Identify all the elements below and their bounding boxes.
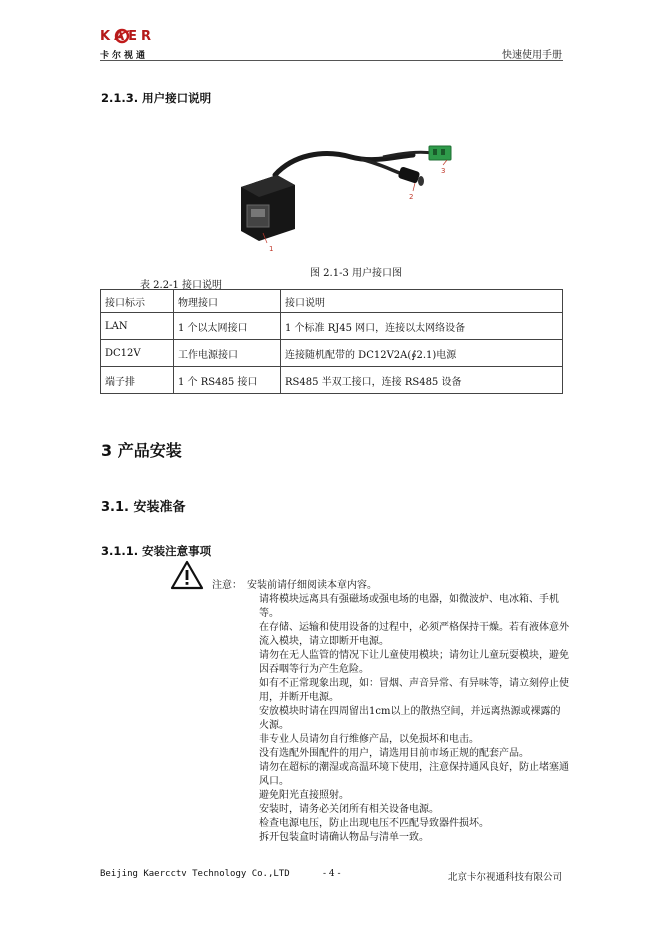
notice-item: 如有不正常现象出现，如：冒烟、声音异常、有异味等，请立刻停止使用，并断开电源。 — [259, 678, 569, 703]
notice-list — [247, 579, 569, 845]
notice-label: 注意： — [212, 580, 242, 591]
notice-item: 安装时，请务必关闭所有相关设备电源。 — [259, 804, 439, 815]
callout-2: 2 — [409, 193, 414, 201]
table-cell: RS485 半双工接口，连接 RS485 设备 — [281, 367, 563, 394]
table-cell: 端子排 — [101, 367, 174, 394]
table-cell: 工作电源接口 — [174, 340, 281, 367]
notice-item: 避免阳光直接照射。 — [259, 790, 349, 801]
warning-icon — [170, 560, 204, 590]
table-header-cell: 接口标示 — [101, 290, 174, 313]
footer-company-en: Beijing Kaercctv Technology Co.,LTD — [100, 869, 290, 879]
section-heading-3-1: 3.1. 安装准备 — [101, 500, 186, 515]
cable-illustration-icon — [233, 135, 463, 255]
table-cell: DC12V — [101, 340, 174, 367]
header-divider — [100, 60, 563, 61]
table-cell: 1 个以太网接口 — [174, 313, 281, 340]
figure-caption: 图 2.1-3 用户接口图 — [310, 268, 403, 279]
table-row — [101, 340, 563, 367]
logo-latin-text: KAER — [100, 29, 156, 44]
table-cell: 1 个标准 RJ45 网口，连接以太网络设备 — [281, 313, 563, 340]
notice-item: 拆开包装盒时请确认物品与清单一致。 — [259, 832, 429, 843]
notice-item: 非专业人员请勿自行维修产品，以免损坏和电击。 — [259, 734, 479, 745]
table-header-cell: 物理接口 — [174, 290, 281, 313]
callout-3: 3 — [441, 167, 446, 175]
document-title: 快速使用手册 — [502, 50, 562, 61]
user-interface-figure — [233, 135, 463, 255]
table-cell: 1 个 RS485 接口 — [174, 367, 281, 394]
table-caption: 表 2.2-1 接口说明 — [140, 280, 223, 291]
callout-1: 1 — [269, 245, 274, 253]
company-logo — [100, 28, 162, 62]
table-header-cell: 接口说明 — [281, 290, 563, 313]
notice-item: 检查电源电压，防止出现电压不匹配导致器件损坏。 — [259, 818, 489, 829]
interface-table — [100, 289, 563, 394]
notice-item: 请勿在无人监管的情况下让儿童使用模块；请勿让儿童玩耍模块，避免因吞咽等行为产生危险。 — [259, 650, 569, 675]
table-row — [101, 313, 563, 340]
table-cell: 连接随机配带的 DC12V2A(∮2.1)电源 — [281, 340, 563, 367]
logo-chinese-text: 卡尔视通 — [100, 51, 149, 61]
footer-company-cn: 北京卡尔视通科技有限公司 — [447, 872, 562, 883]
chapter-heading-3: 3 产品安装 — [101, 441, 182, 460]
notice-item: 没有选配外围配件的用户，请选用目前市场正规的配套产品。 — [259, 748, 529, 759]
table-row — [101, 367, 563, 394]
notice-item: 安装前请仔细阅读本章内容。 — [247, 580, 377, 591]
table-header-row — [101, 290, 563, 313]
page-number: - 4 - — [323, 869, 341, 879]
notice-item: 请勿在超标的潮湿或高温环境下使用，注意保持通风良好，防止堵塞通风口。 — [259, 762, 569, 787]
notice-item: 在存储、运输和使用设备的过程中，必须严格保持干燥。若有液体意外流入模块，请立即断开电源。 — [259, 622, 569, 647]
section-heading-2-1-3: 2.1.3. 用户接口说明 — [101, 91, 212, 105]
notice-item: 安放模块时请在四周留出1cm以上的散热空间，并远离热源或裸露的火源。 — [259, 706, 561, 731]
notice-item: 请将模块远离具有强磁场或强电场的电器，如微波炉、电冰箱、手机等。 — [259, 594, 559, 619]
table-cell: LAN — [101, 313, 174, 340]
section-heading-3-1-1: 3.1.1. 安装注意事项 — [101, 544, 212, 558]
